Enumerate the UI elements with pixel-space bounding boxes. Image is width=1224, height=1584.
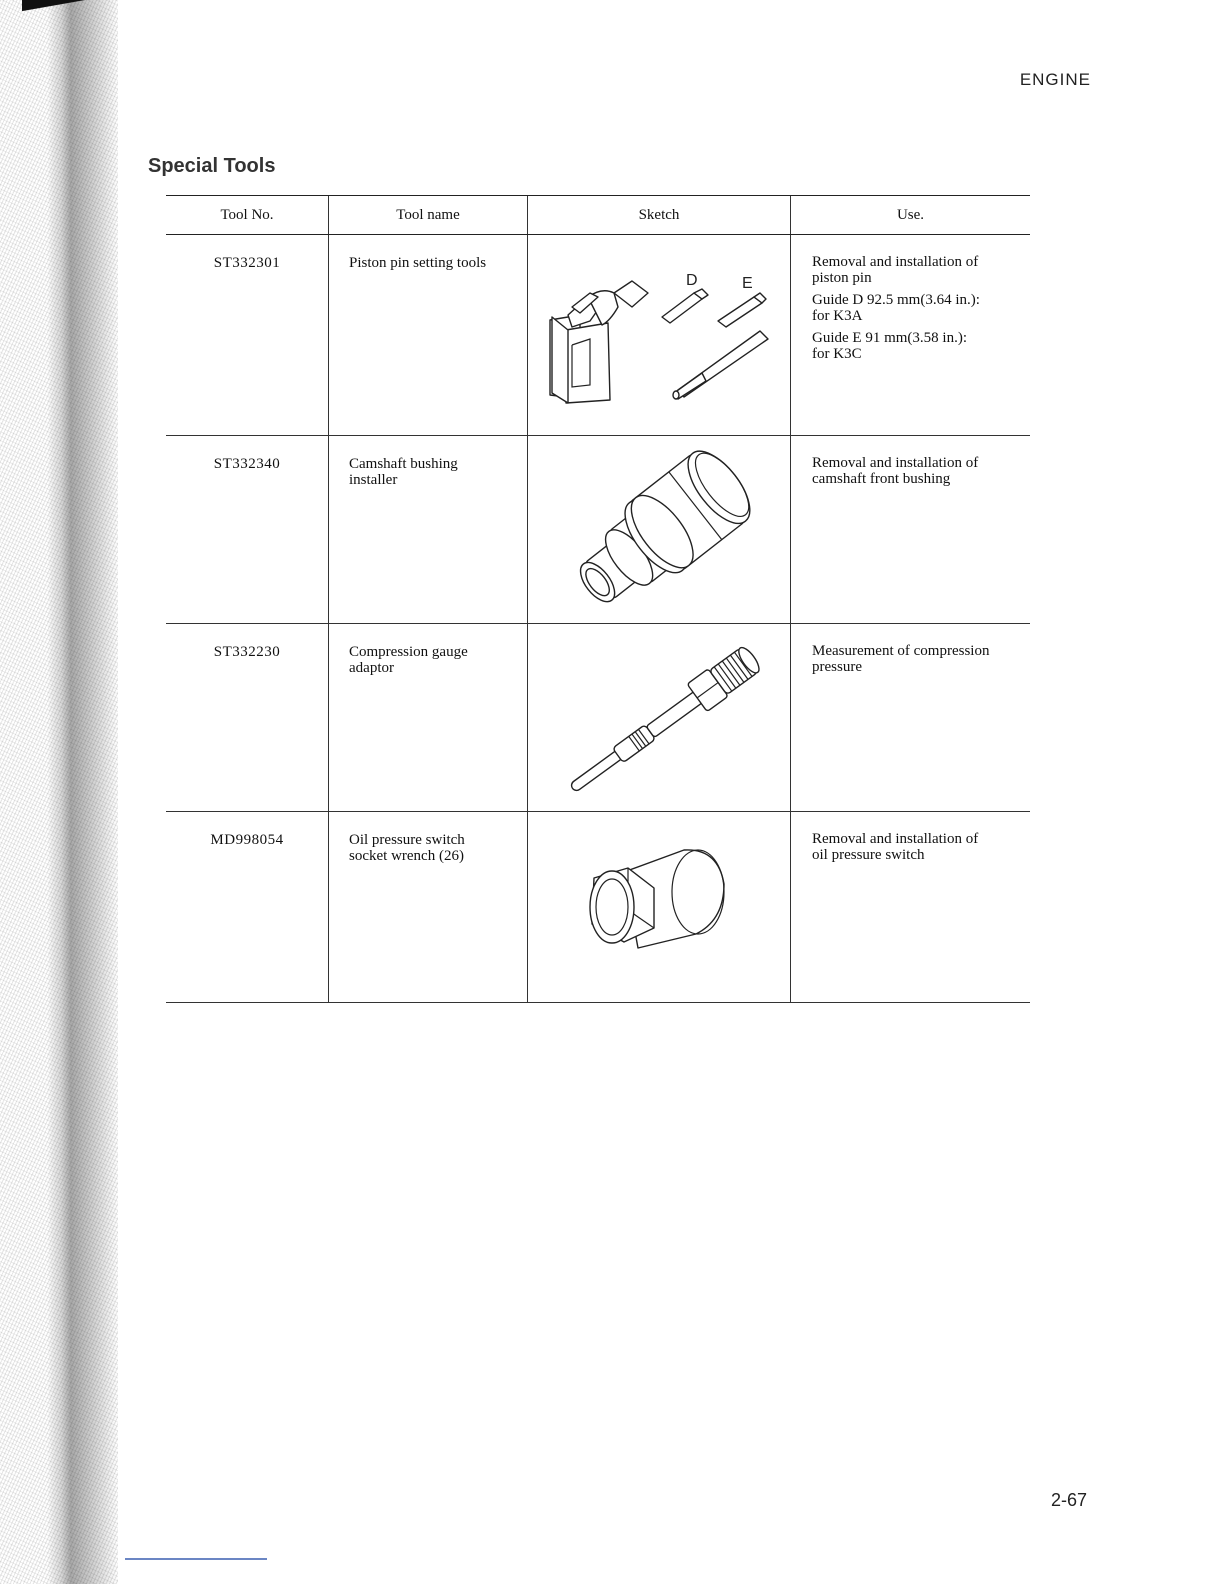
tool-sketch [527, 235, 790, 435]
tool-name: Compression gauge adaptor [328, 624, 527, 811]
tool-name: Piston pin setting tools [328, 235, 527, 435]
use-line: Guide D 92.5 mm(3.64 in.): for K3A [812, 292, 980, 324]
bottom-rule [125, 1558, 267, 1560]
socket-wrench-sketch [528, 812, 791, 1002]
guide-d-icon [662, 289, 708, 323]
section-title: Special Tools [148, 155, 276, 177]
table-row [166, 812, 1030, 1003]
tool-number: ST332230 [213, 644, 281, 660]
table-row [166, 436, 1030, 624]
header-tool-name: Tool name [328, 196, 527, 234]
tool-number: MD998054 [210, 832, 284, 848]
header-sketch: Sketch [527, 196, 790, 234]
page-binding-shadow [0, 0, 118, 1584]
header-tool-no: Tool No. [220, 206, 274, 223]
running-head: ENGINE [1019, 70, 1091, 89]
header-use: Use. [790, 196, 1030, 234]
tool-use [790, 235, 1030, 435]
tool-sketch [527, 624, 790, 811]
page-number: 2-67 [1050, 1490, 1087, 1510]
table-header [166, 196, 1030, 235]
special-tools-table [166, 195, 1030, 1003]
piston-pin-setting-tools-sketch [528, 235, 791, 435]
sketch-label-d: D [686, 272, 698, 289]
table-row [166, 624, 1030, 812]
binding-corner-mark [22, 0, 182, 32]
use-line: Removal and installation of camshaft front bushing [812, 455, 979, 487]
tool-sketch [527, 812, 790, 1002]
table-row [166, 235, 1030, 436]
tool-number: ST332301 [213, 255, 281, 271]
camshaft-bushing-installer-sketch [528, 436, 791, 623]
tool-sketch [527, 436, 790, 623]
use-line: Removal and installation of piston pin [812, 254, 979, 286]
tool-use [790, 436, 1030, 623]
tool-name: Oil pressure switch socket wrench (26) [328, 812, 527, 1002]
sketch-label-e: E [742, 275, 753, 292]
tool-use [790, 812, 1030, 1002]
use-line: Guide E 91 mm(3.58 in.): for K3C [812, 330, 967, 362]
tool-use [790, 624, 1030, 811]
guide-e-icon [718, 293, 766, 327]
compression-gauge-adaptor-sketch [528, 624, 791, 811]
tool-number: ST332340 [213, 456, 281, 472]
use-line: Removal and installation of oil pressure switch [812, 831, 979, 863]
use-line: Measurement of compression pressure [812, 643, 990, 675]
tool-name: Camshaft bushing installer [328, 436, 527, 623]
